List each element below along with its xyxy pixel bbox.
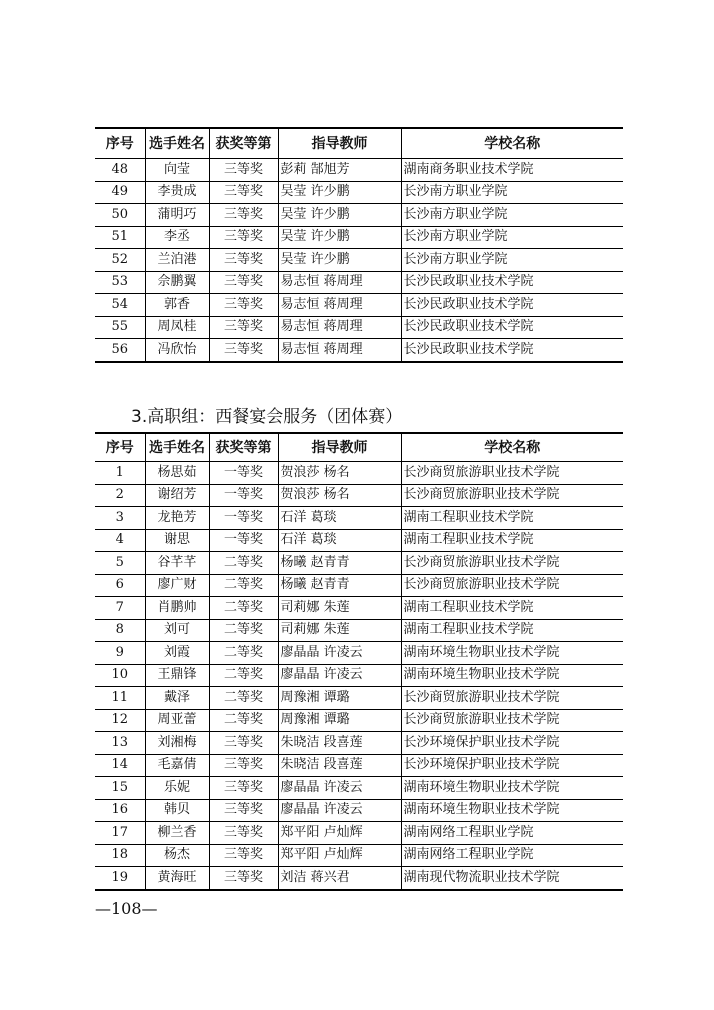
col-header-instructor: 指导教师 bbox=[278, 128, 401, 159]
cell-contestant: 李丞 bbox=[145, 226, 209, 249]
cell-instructor: 廖晶晶 许凌云 bbox=[278, 642, 401, 665]
table-row bbox=[95, 249, 623, 272]
cell-award-level: 三等奖 bbox=[209, 181, 278, 204]
cell-number: 6 bbox=[95, 574, 145, 597]
cell-number: 1 bbox=[95, 462, 145, 485]
table-body bbox=[95, 159, 623, 362]
table-row bbox=[95, 822, 623, 845]
table-row bbox=[95, 777, 623, 800]
col-header-contestant: 选手姓名 bbox=[145, 433, 209, 462]
cell-award-level: 一等奖 bbox=[209, 507, 278, 530]
cell-award-level: 三等奖 bbox=[209, 867, 278, 890]
cell-instructor: 杨曦 赵青青 bbox=[278, 552, 401, 575]
cell-award-level: 三等奖 bbox=[209, 799, 278, 822]
cell-school: 长沙商贸旅游职业技术学院 bbox=[401, 552, 623, 575]
cell-instructor: 司莉娜 朱莲 bbox=[278, 619, 401, 642]
cell-contestant: 李贵成 bbox=[145, 181, 209, 204]
table-row bbox=[95, 507, 623, 530]
table-row bbox=[95, 642, 623, 665]
cell-instructor: 杨曦 赵青青 bbox=[278, 574, 401, 597]
cell-contestant: 柳兰香 bbox=[145, 822, 209, 845]
cell-contestant: 肖鹏帅 bbox=[145, 597, 209, 620]
cell-number: 52 bbox=[95, 249, 145, 272]
cell-school: 湖南商务职业技术学院 bbox=[401, 159, 623, 182]
cell-number: 5 bbox=[95, 552, 145, 575]
cell-number: 11 bbox=[95, 687, 145, 710]
cell-number: 13 bbox=[95, 732, 145, 755]
cell-award-level: 三等奖 bbox=[209, 294, 278, 317]
cell-award-level: 三等奖 bbox=[209, 754, 278, 777]
cell-award-level: 三等奖 bbox=[209, 844, 278, 867]
cell-award-level: 二等奖 bbox=[209, 597, 278, 620]
cell-school: 长沙商贸旅游职业技术学院 bbox=[401, 484, 623, 507]
award-table-western-banquet bbox=[95, 432, 623, 891]
table-row bbox=[95, 597, 623, 620]
table-row bbox=[95, 339, 623, 362]
table-row bbox=[95, 799, 623, 822]
cell-instructor: 郑平阳 卢灿辉 bbox=[278, 822, 401, 845]
cell-award-level: 三等奖 bbox=[209, 249, 278, 272]
cell-school: 长沙民政职业技术学院 bbox=[401, 339, 623, 362]
cell-award-level: 二等奖 bbox=[209, 642, 278, 665]
table-row bbox=[95, 462, 623, 485]
table-header-row bbox=[95, 128, 623, 159]
cell-award-level: 三等奖 bbox=[209, 204, 278, 227]
table-row bbox=[95, 294, 623, 317]
cell-number: 2 bbox=[95, 484, 145, 507]
cell-award-level: 三等奖 bbox=[209, 339, 278, 362]
cell-number: 7 bbox=[95, 597, 145, 620]
table-row bbox=[95, 709, 623, 732]
section-heading: 3.高职组：西餐宴会服务（团体赛） bbox=[131, 407, 403, 427]
cell-contestant: 韩贝 bbox=[145, 799, 209, 822]
cell-instructor: 廖晶晶 许凌云 bbox=[278, 664, 401, 687]
cell-instructor: 易志恒 蒋周理 bbox=[278, 339, 401, 362]
table-row bbox=[95, 204, 623, 227]
col-header-number: 序号 bbox=[95, 433, 145, 462]
cell-number: 49 bbox=[95, 181, 145, 204]
table-row bbox=[95, 732, 623, 755]
cell-school: 湖南环境生物职业技术学院 bbox=[401, 642, 623, 665]
cell-contestant: 冯欣怡 bbox=[145, 339, 209, 362]
col-header-number: 序号 bbox=[95, 128, 145, 159]
cell-contestant: 佘鹏翼 bbox=[145, 271, 209, 294]
col-header-contestant: 选手姓名 bbox=[145, 128, 209, 159]
cell-award-level: 三等奖 bbox=[209, 777, 278, 800]
cell-instructor: 吴莹 许少鹏 bbox=[278, 204, 401, 227]
table-row bbox=[95, 484, 623, 507]
cell-award-level: 一等奖 bbox=[209, 462, 278, 485]
cell-award-level: 二等奖 bbox=[209, 552, 278, 575]
cell-number: 14 bbox=[95, 754, 145, 777]
col-header-award-level: 获奖等第 bbox=[209, 433, 278, 462]
table-row bbox=[95, 844, 623, 867]
col-header-instructor: 指导教师 bbox=[278, 433, 401, 462]
table-row bbox=[95, 754, 623, 777]
cell-instructor: 贺浪莎 杨名 bbox=[278, 462, 401, 485]
cell-school: 长沙南方职业学院 bbox=[401, 249, 623, 272]
cell-school: 长沙环境保护职业技术学院 bbox=[401, 732, 623, 755]
cell-school: 湖南网络工程职业学院 bbox=[401, 822, 623, 845]
cell-award-level: 三等奖 bbox=[209, 732, 278, 755]
cell-school: 长沙商贸旅游职业技术学院 bbox=[401, 574, 623, 597]
cell-school: 长沙南方职业学院 bbox=[401, 204, 623, 227]
cell-award-level: 三等奖 bbox=[209, 316, 278, 339]
cell-award-level: 二等奖 bbox=[209, 687, 278, 710]
cell-number: 8 bbox=[95, 619, 145, 642]
table-row bbox=[95, 226, 623, 249]
cell-school: 湖南工程职业技术学院 bbox=[401, 619, 623, 642]
cell-instructor: 郑平阳 卢灿辉 bbox=[278, 844, 401, 867]
cell-instructor: 周豫湘 谭璐 bbox=[278, 687, 401, 710]
award-table-continued bbox=[95, 127, 623, 363]
page-number: —108— bbox=[95, 899, 158, 918]
cell-number: 53 bbox=[95, 271, 145, 294]
cell-school: 湖南现代物流职业技术学院 bbox=[401, 867, 623, 890]
cell-award-level: 一等奖 bbox=[209, 484, 278, 507]
cell-instructor: 贺浪莎 杨名 bbox=[278, 484, 401, 507]
cell-number: 17 bbox=[95, 822, 145, 845]
cell-award-level: 二等奖 bbox=[209, 709, 278, 732]
cell-instructor: 周豫湘 谭璐 bbox=[278, 709, 401, 732]
cell-award-level: 一等奖 bbox=[209, 529, 278, 552]
table-row bbox=[95, 159, 623, 182]
cell-contestant: 廖广财 bbox=[145, 574, 209, 597]
cell-instructor: 吴莹 许少鹏 bbox=[278, 181, 401, 204]
cell-school: 长沙南方职业学院 bbox=[401, 226, 623, 249]
col-header-school: 学校名称 bbox=[401, 128, 623, 159]
cell-number: 9 bbox=[95, 642, 145, 665]
cell-contestant: 蒲明巧 bbox=[145, 204, 209, 227]
cell-contestant: 谢思 bbox=[145, 529, 209, 552]
table-row bbox=[95, 664, 623, 687]
table-header-row bbox=[95, 433, 623, 462]
cell-number: 51 bbox=[95, 226, 145, 249]
cell-number: 19 bbox=[95, 867, 145, 890]
cell-award-level: 二等奖 bbox=[209, 574, 278, 597]
cell-contestant: 谷芊芊 bbox=[145, 552, 209, 575]
cell-award-level: 三等奖 bbox=[209, 226, 278, 249]
cell-number: 3 bbox=[95, 507, 145, 530]
table-row bbox=[95, 687, 623, 710]
cell-school: 长沙环境保护职业技术学院 bbox=[401, 754, 623, 777]
cell-school: 长沙南方职业学院 bbox=[401, 181, 623, 204]
cell-instructor: 易志恒 蒋周理 bbox=[278, 316, 401, 339]
cell-instructor: 彭莉 郜旭芳 bbox=[278, 159, 401, 182]
cell-award-level: 二等奖 bbox=[209, 664, 278, 687]
cell-contestant: 刘可 bbox=[145, 619, 209, 642]
cell-number: 4 bbox=[95, 529, 145, 552]
col-header-school: 学校名称 bbox=[401, 433, 623, 462]
cell-school: 长沙民政职业技术学院 bbox=[401, 271, 623, 294]
cell-contestant: 黄海旺 bbox=[145, 867, 209, 890]
cell-instructor: 石洋 葛琰 bbox=[278, 507, 401, 530]
cell-school: 湖南工程职业技术学院 bbox=[401, 507, 623, 530]
table-body bbox=[95, 462, 623, 890]
cell-number: 16 bbox=[95, 799, 145, 822]
cell-award-level: 二等奖 bbox=[209, 619, 278, 642]
cell-school: 湖南网络工程职业学院 bbox=[401, 844, 623, 867]
cell-school: 湖南环境生物职业技术学院 bbox=[401, 664, 623, 687]
cell-instructor: 石洋 葛琰 bbox=[278, 529, 401, 552]
cell-instructor: 司莉娜 朱莲 bbox=[278, 597, 401, 620]
cell-instructor: 廖晶晶 许凌云 bbox=[278, 799, 401, 822]
cell-instructor: 易志恒 蒋周理 bbox=[278, 294, 401, 317]
table-row bbox=[95, 181, 623, 204]
cell-school: 湖南环境生物职业技术学院 bbox=[401, 799, 623, 822]
cell-number: 18 bbox=[95, 844, 145, 867]
cell-instructor: 廖晶晶 许凌云 bbox=[278, 777, 401, 800]
cell-contestant: 乐妮 bbox=[145, 777, 209, 800]
cell-number: 50 bbox=[95, 204, 145, 227]
cell-number: 10 bbox=[95, 664, 145, 687]
cell-contestant: 杨思茹 bbox=[145, 462, 209, 485]
table-row bbox=[95, 529, 623, 552]
cell-number: 55 bbox=[95, 316, 145, 339]
cell-instructor: 吴莹 许少鹏 bbox=[278, 249, 401, 272]
cell-contestant: 戴泽 bbox=[145, 687, 209, 710]
table-row bbox=[95, 574, 623, 597]
cell-instructor: 吴莹 许少鹏 bbox=[278, 226, 401, 249]
cell-school: 长沙民政职业技术学院 bbox=[401, 294, 623, 317]
cell-award-level: 三等奖 bbox=[209, 271, 278, 294]
cell-school: 湖南工程职业技术学院 bbox=[401, 597, 623, 620]
cell-number: 15 bbox=[95, 777, 145, 800]
col-header-award-level: 获奖等第 bbox=[209, 128, 278, 159]
cell-contestant: 向莹 bbox=[145, 159, 209, 182]
cell-instructor: 朱晓洁 段喜莲 bbox=[278, 754, 401, 777]
cell-contestant: 龙艳芳 bbox=[145, 507, 209, 530]
cell-school: 长沙商贸旅游职业技术学院 bbox=[401, 709, 623, 732]
cell-instructor: 刘洁 蒋兴君 bbox=[278, 867, 401, 890]
cell-award-level: 三等奖 bbox=[209, 159, 278, 182]
cell-contestant: 郭香 bbox=[145, 294, 209, 317]
cell-number: 48 bbox=[95, 159, 145, 182]
cell-contestant: 刘霞 bbox=[145, 642, 209, 665]
cell-contestant: 周亚蕾 bbox=[145, 709, 209, 732]
table-row bbox=[95, 552, 623, 575]
cell-contestant: 毛嘉倩 bbox=[145, 754, 209, 777]
cell-contestant: 杨杰 bbox=[145, 844, 209, 867]
table-row bbox=[95, 867, 623, 890]
table-row bbox=[95, 619, 623, 642]
cell-number: 12 bbox=[95, 709, 145, 732]
cell-instructor: 朱晓洁 段喜莲 bbox=[278, 732, 401, 755]
table-row bbox=[95, 316, 623, 339]
cell-school: 湖南环境生物职业技术学院 bbox=[401, 777, 623, 800]
cell-school: 长沙商贸旅游职业技术学院 bbox=[401, 462, 623, 485]
cell-contestant: 谢绍芳 bbox=[145, 484, 209, 507]
table-row bbox=[95, 271, 623, 294]
cell-school: 长沙商贸旅游职业技术学院 bbox=[401, 687, 623, 710]
cell-school: 长沙民政职业技术学院 bbox=[401, 316, 623, 339]
cell-school: 湖南工程职业技术学院 bbox=[401, 529, 623, 552]
cell-contestant: 刘湘梅 bbox=[145, 732, 209, 755]
cell-contestant: 王鼎锋 bbox=[145, 664, 209, 687]
cell-number: 56 bbox=[95, 339, 145, 362]
cell-contestant: 周凤桂 bbox=[145, 316, 209, 339]
cell-number: 54 bbox=[95, 294, 145, 317]
cell-award-level: 三等奖 bbox=[209, 822, 278, 845]
cell-instructor: 易志恒 蒋周理 bbox=[278, 271, 401, 294]
cell-contestant: 兰泊港 bbox=[145, 249, 209, 272]
